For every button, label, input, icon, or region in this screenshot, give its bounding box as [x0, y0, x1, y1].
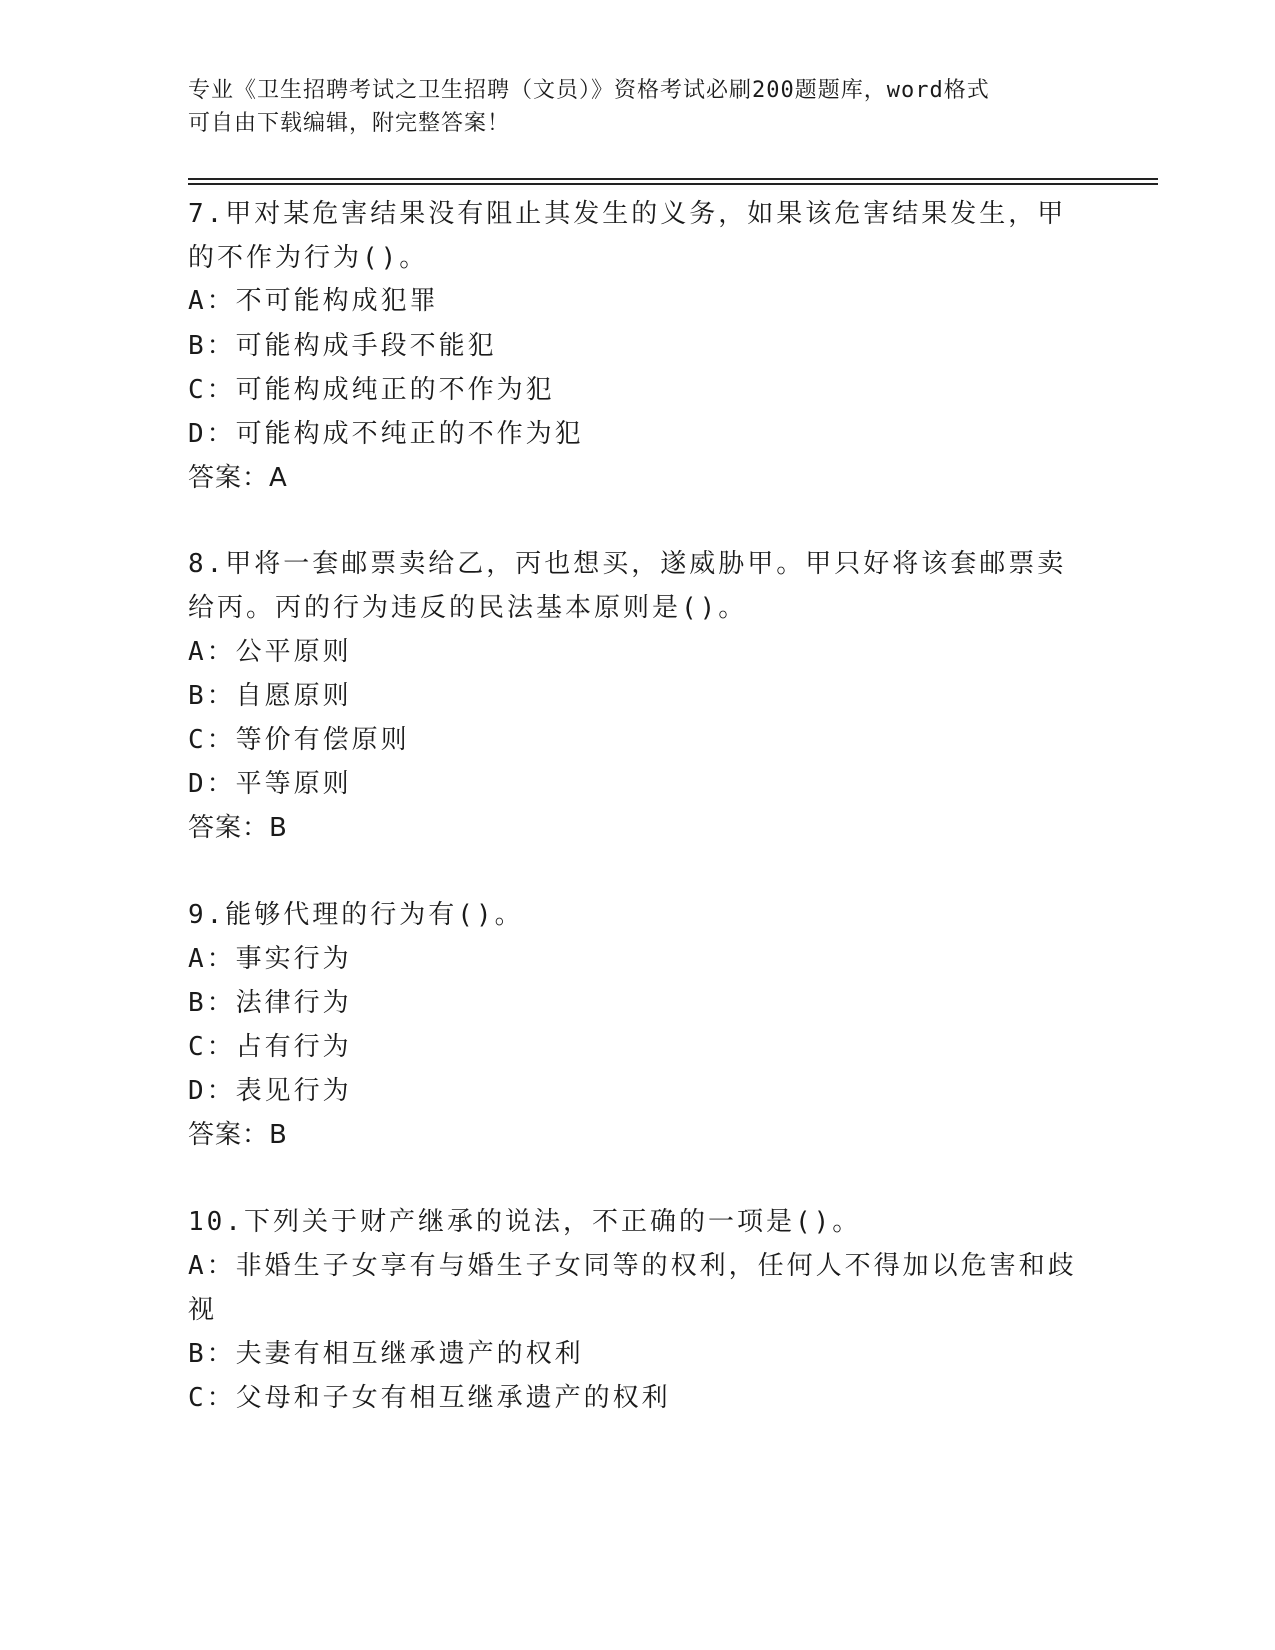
question-10-option-b: B：夫妻有相互继承遗产的权利	[188, 1339, 584, 1369]
question-8-option-a: A：公平原则	[188, 637, 352, 667]
question-8-option-d: D：平等原则	[188, 769, 352, 799]
question-8-text-line-1: 8.甲将一套邮票卖给乙，丙也想买，遂威胁甲。甲只好将该套邮票卖	[188, 549, 1067, 579]
question-7-answer: 答案：A	[188, 463, 288, 493]
question-9-answer: 答案：B	[188, 1120, 288, 1150]
header-line-2: 可自由下载编辑，附完整答案！	[188, 111, 511, 136]
document-header	[188, 74, 1088, 140]
question-9-option-c: C：占有行为	[188, 1032, 352, 1062]
question-8-answer: 答案：B	[188, 813, 288, 843]
question-10-text: 10.下列关于财产继承的说法，不正确的一项是()。	[188, 1207, 862, 1237]
question-7-text-line-2: 的不作为行为()。	[188, 243, 429, 273]
question-8-text-line-2: 给丙。丙的行为违反的民法基本原则是()。	[188, 593, 748, 623]
question-10-option-a-line-1: A：非婚生子女享有与婚生子女同等的权利，任何人不得加以危害和歧	[188, 1251, 1077, 1281]
question-7-option-d: D：可能构成不纯正的不作为犯	[188, 419, 584, 449]
question-7-option-a: A：不可能构成犯罪	[188, 286, 439, 316]
question-10-option-c: C：父母和子女有相互继承遗产的权利	[188, 1383, 671, 1413]
question-8-option-c: C：等价有偿原则	[188, 725, 410, 755]
header-line-1: 专业《卫生招聘考试之卫生招聘（文员）》资格考试必刷200题题库，word格式	[188, 78, 990, 103]
header-divider-bottom	[188, 183, 1158, 185]
question-8-option-b: B：自愿原则	[188, 681, 352, 711]
question-9-option-b: B：法律行为	[188, 988, 352, 1018]
question-9-text: 9.能够代理的行为有()。	[188, 900, 524, 930]
question-7-option-c: C：可能构成纯正的不作为犯	[188, 375, 555, 405]
question-9-option-d: D：表见行为	[188, 1076, 352, 1106]
question-9-option-a: A：事实行为	[188, 944, 352, 974]
question-10-option-a-line-2: 视	[188, 1295, 218, 1325]
header-divider-top	[188, 178, 1158, 180]
question-7-option-b: B：可能构成手段不能犯	[188, 331, 497, 361]
question-7-text-line-1: 7.甲对某危害结果没有阻止其发生的义务，如果该危害结果发生，甲	[188, 199, 1067, 229]
